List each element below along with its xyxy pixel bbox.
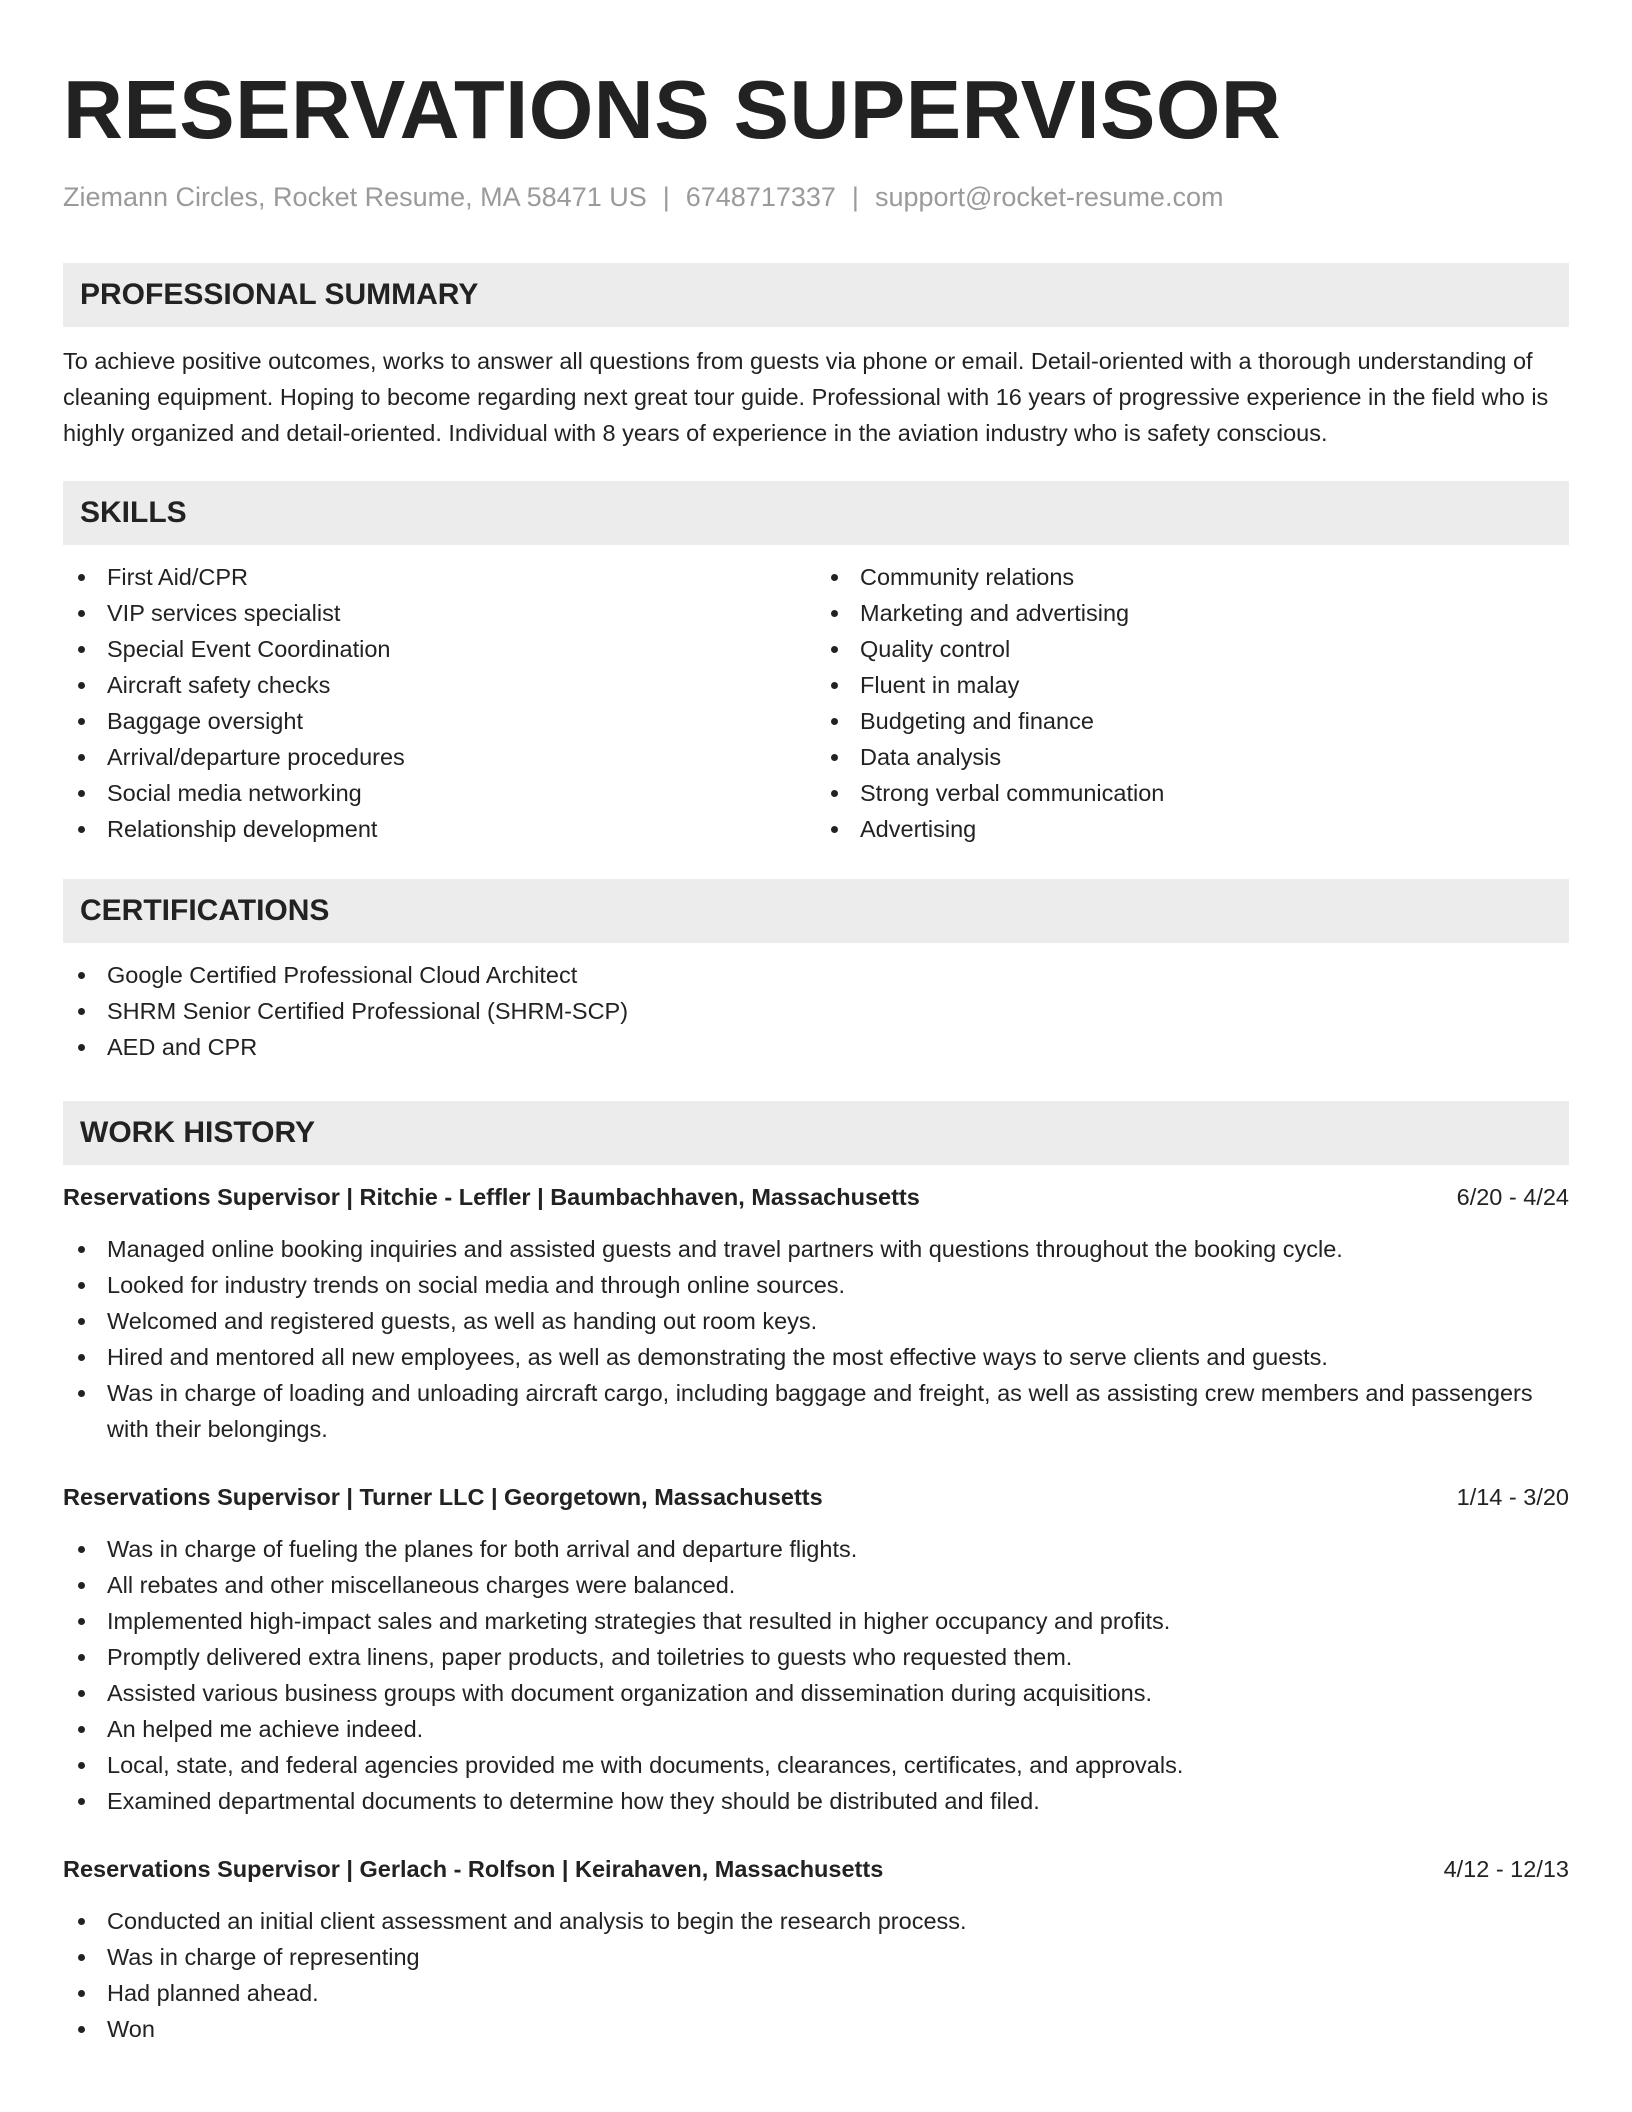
job-title: Reservations Supervisor | Ritchie - Leffler | Baumbachhaven, Massachusetts [63,1184,920,1211]
skill-item: Community relations [816,559,1569,595]
job-header [63,1479,1569,1515]
skill-item: Special Event Coordination [63,631,816,667]
job-dates: 1/14 - 3/20 [1456,1484,1569,1511]
contact-line [63,181,1569,213]
job-header [63,1179,1569,1215]
job-bullets [63,1903,1569,2047]
section-heading-skills: SKILLS [63,481,1569,545]
job-bullet: An helped me achieve indeed. [63,1711,1569,1747]
job-bullet: Looked for industry trends on social media and through online sources. [63,1267,1569,1303]
skill-item: Quality control [816,631,1569,667]
skill-item: VIP services specialist [63,595,816,631]
skills-list-left [63,559,816,847]
job-title: Reservations Supervisor | Turner LLC | Georgetown, Massachusetts [63,1484,823,1511]
job-bullets [63,1531,1569,1819]
job-bullet: All rebates and other miscellaneous charges were balanced. [63,1567,1569,1603]
job-bullet: Managed online booking inquiries and assisted guests and travel partners with questions throughout the booking cycle. [63,1231,1569,1267]
job-bullet: Examined departmental documents to determine how they should be distributed and filed. [63,1783,1569,1819]
skill-item: Relationship development [63,811,816,847]
skills-column-right [816,559,1569,847]
job-bullet: Was in charge of representing [63,1939,1569,1975]
job-bullet: Promptly delivered extra linens, paper products, and toiletries to guests who requested them. [63,1639,1569,1675]
contact-address: Ziemann Circles, Rocket Resume, MA 58471 US [63,182,647,212]
skill-item: Advertising [816,811,1569,847]
candidate-name: RESERVATIONS SUPERVISOR [63,63,1282,156]
job-bullet: Implemented high-impact sales and marketing strategies that resulted in higher occupancy and profits. [63,1603,1569,1639]
contact-phone: 6748717337 [685,182,836,212]
skill-item: Fluent in malay [816,667,1569,703]
job-dates: 4/12 - 12/13 [1443,1856,1569,1883]
job-bullet: Was in charge of loading and unloading aircraft cargo, including baggage and freight, as well as assisting crew members and passengers with their belongings. [63,1375,1569,1447]
job-bullet: Conducted an initial client assessment and analysis to begin the research process. [63,1903,1569,1939]
skill-item: Social media networking [63,775,816,811]
skill-item: Data analysis [816,739,1569,775]
skills-grid [63,559,1569,847]
skill-item: Budgeting and finance [816,703,1569,739]
certification-item: Google Certified Professional Cloud Architect [63,957,1569,993]
skill-item: First Aid/CPR [63,559,816,595]
contact-separator: | [851,182,859,212]
job-bullet: Won [63,2011,1569,2047]
section-heading-certifications: CERTIFICATIONS [63,879,1569,943]
skill-item: Marketing and advertising [816,595,1569,631]
job-entry [63,1851,1569,2047]
skill-item: Arrival/departure procedures [63,739,816,775]
job-header [63,1851,1569,1887]
job-bullets [63,1231,1569,1447]
skill-item: Aircraft safety checks [63,667,816,703]
skill-item: Strong verbal communication [816,775,1569,811]
job-entry [63,1479,1569,1819]
skills-column-left [63,559,816,847]
certifications-list [63,957,1569,1065]
section-heading-summary: PROFESSIONAL SUMMARY [63,263,1569,327]
job-bullet: Hired and mentored all new employees, as well as demonstrating the most effective ways to serve clients and guests. [63,1339,1569,1375]
skill-item: Baggage oversight [63,703,816,739]
job-bullet: Welcomed and registered guests, as well as handing out room keys. [63,1303,1569,1339]
summary-text: To achieve positive outcomes, works to answer all questions from guests via phone or email. Detail-oriented with a thorough understanding of cleaning equipment. Hoping to become regarding next great tour guide. Professional with 16 years of progressive experience in the field who is highly organized and detail-oriented. Individual with 8 years of experience in the aviation industry who is safety conscious. [63,348,1549,447]
job-entry [63,1179,1569,1447]
job-bullet: Had planned ahead. [63,1975,1569,2011]
job-bullet: Assisted various business groups with document organization and dissemination during acquisitions. [63,1675,1569,1711]
job-dates: 6/20 - 4/24 [1456,1184,1569,1211]
job-bullet: Local, state, and federal agencies provided me with documents, clearances, certificates, and approvals. [63,1747,1569,1783]
skills-list-right [816,559,1569,847]
job-bullet: Was in charge of fueling the planes for both arrival and departure flights. [63,1531,1569,1567]
job-title: Reservations Supervisor | Gerlach - Rolfson | Keirahaven, Massachusetts [63,1856,884,1883]
certification-item: AED and CPR [63,1029,1569,1065]
contact-separator: | [662,182,670,212]
section-heading-work-history: WORK HISTORY [63,1101,1569,1165]
contact-email: support@rocket-resume.com [874,182,1224,212]
certification-item: SHRM Senior Certified Professional (SHRM-SCP) [63,993,1569,1029]
